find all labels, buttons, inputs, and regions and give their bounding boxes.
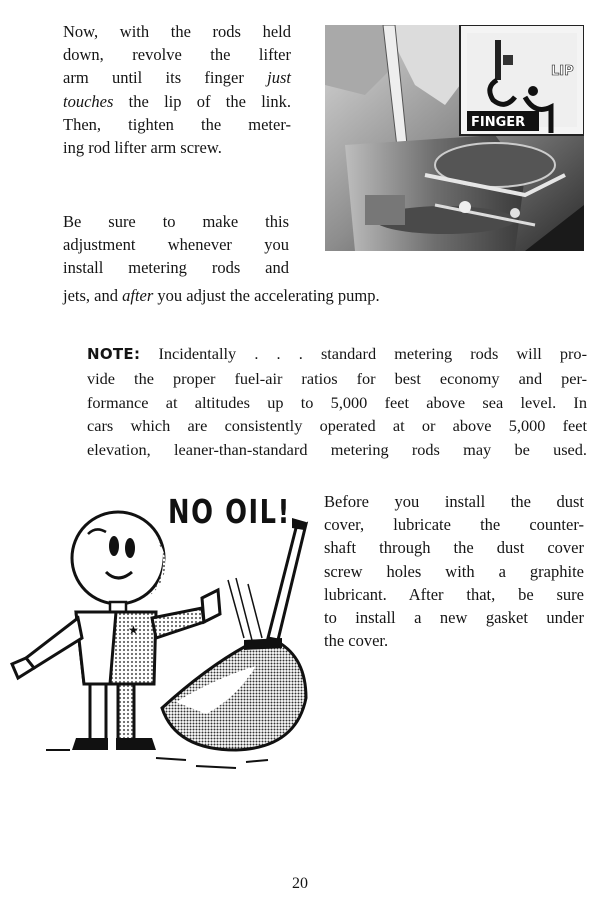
oil-can xyxy=(162,642,306,750)
note-block xyxy=(87,342,587,462)
text-line: Then, tighten the meter- xyxy=(63,114,291,134)
text-line: down, revolve the lifter xyxy=(63,45,291,65)
emphasis-after: after xyxy=(122,286,154,305)
text-run: the lip of the link. xyxy=(128,91,291,111)
text-line: cover, lubricate the counter- xyxy=(324,515,584,535)
character-head xyxy=(72,512,164,604)
inset-label-finger: FINGER xyxy=(471,115,526,130)
text-line: Be sure to make this xyxy=(63,212,289,231)
paragraph-lubricate xyxy=(324,490,584,652)
text-line: the cover. xyxy=(324,631,389,651)
text-run: jets, and xyxy=(63,286,118,305)
text-line xyxy=(63,66,291,89)
text-line: elevation, leaner-than-standard metering rods may be used. xyxy=(87,440,587,460)
paragraph-adjustment-tail xyxy=(63,284,503,307)
text-line xyxy=(63,90,291,113)
text-line: screw holes with a graphite xyxy=(324,561,584,581)
text-line: Now, with the rods held xyxy=(63,22,291,41)
text-line xyxy=(87,342,587,367)
carburetor-photo xyxy=(325,25,584,251)
paragraph-lifter-arm xyxy=(63,20,291,159)
text-line: cars which are consistently operated at or above 5,000 feet xyxy=(87,416,587,436)
paragraph-adjustment xyxy=(63,210,289,280)
emphasis-just: just xyxy=(267,68,291,88)
page-number: 20 xyxy=(292,875,308,892)
text-line: to install a new gasket under xyxy=(324,608,584,628)
text-run: you adjust the accelerating pump. xyxy=(157,286,380,305)
text-run: arm until its finger xyxy=(63,68,244,88)
text-line xyxy=(63,284,503,307)
text-line: shaft through the dust cover xyxy=(324,538,584,558)
inset-label-lip: LIP xyxy=(551,64,574,79)
text-line: adjustment whenever you xyxy=(63,235,289,255)
text-line: Before you install the dust xyxy=(324,492,584,511)
note-label: NOTE: xyxy=(87,345,141,363)
text-line: install metering rods and xyxy=(63,258,289,278)
text-line: lubricant. After that, be sure xyxy=(324,584,584,604)
text-line: ing rod lifter arm screw. xyxy=(63,138,222,158)
emphasis-touches: touches xyxy=(63,91,114,111)
text-line: formance at altitudes up to 5,000 feet above sea level. In xyxy=(87,392,587,412)
text-line: vide the proper fuel-air ratios for best economy and per- xyxy=(87,368,587,388)
text-run: Incidentally . . . standard metering rods will pro- xyxy=(158,344,587,363)
svg-text:★: ★ xyxy=(128,623,139,637)
cartoon-illustration xyxy=(6,488,336,788)
cartoon-caption: NO OIL! xyxy=(168,492,291,531)
